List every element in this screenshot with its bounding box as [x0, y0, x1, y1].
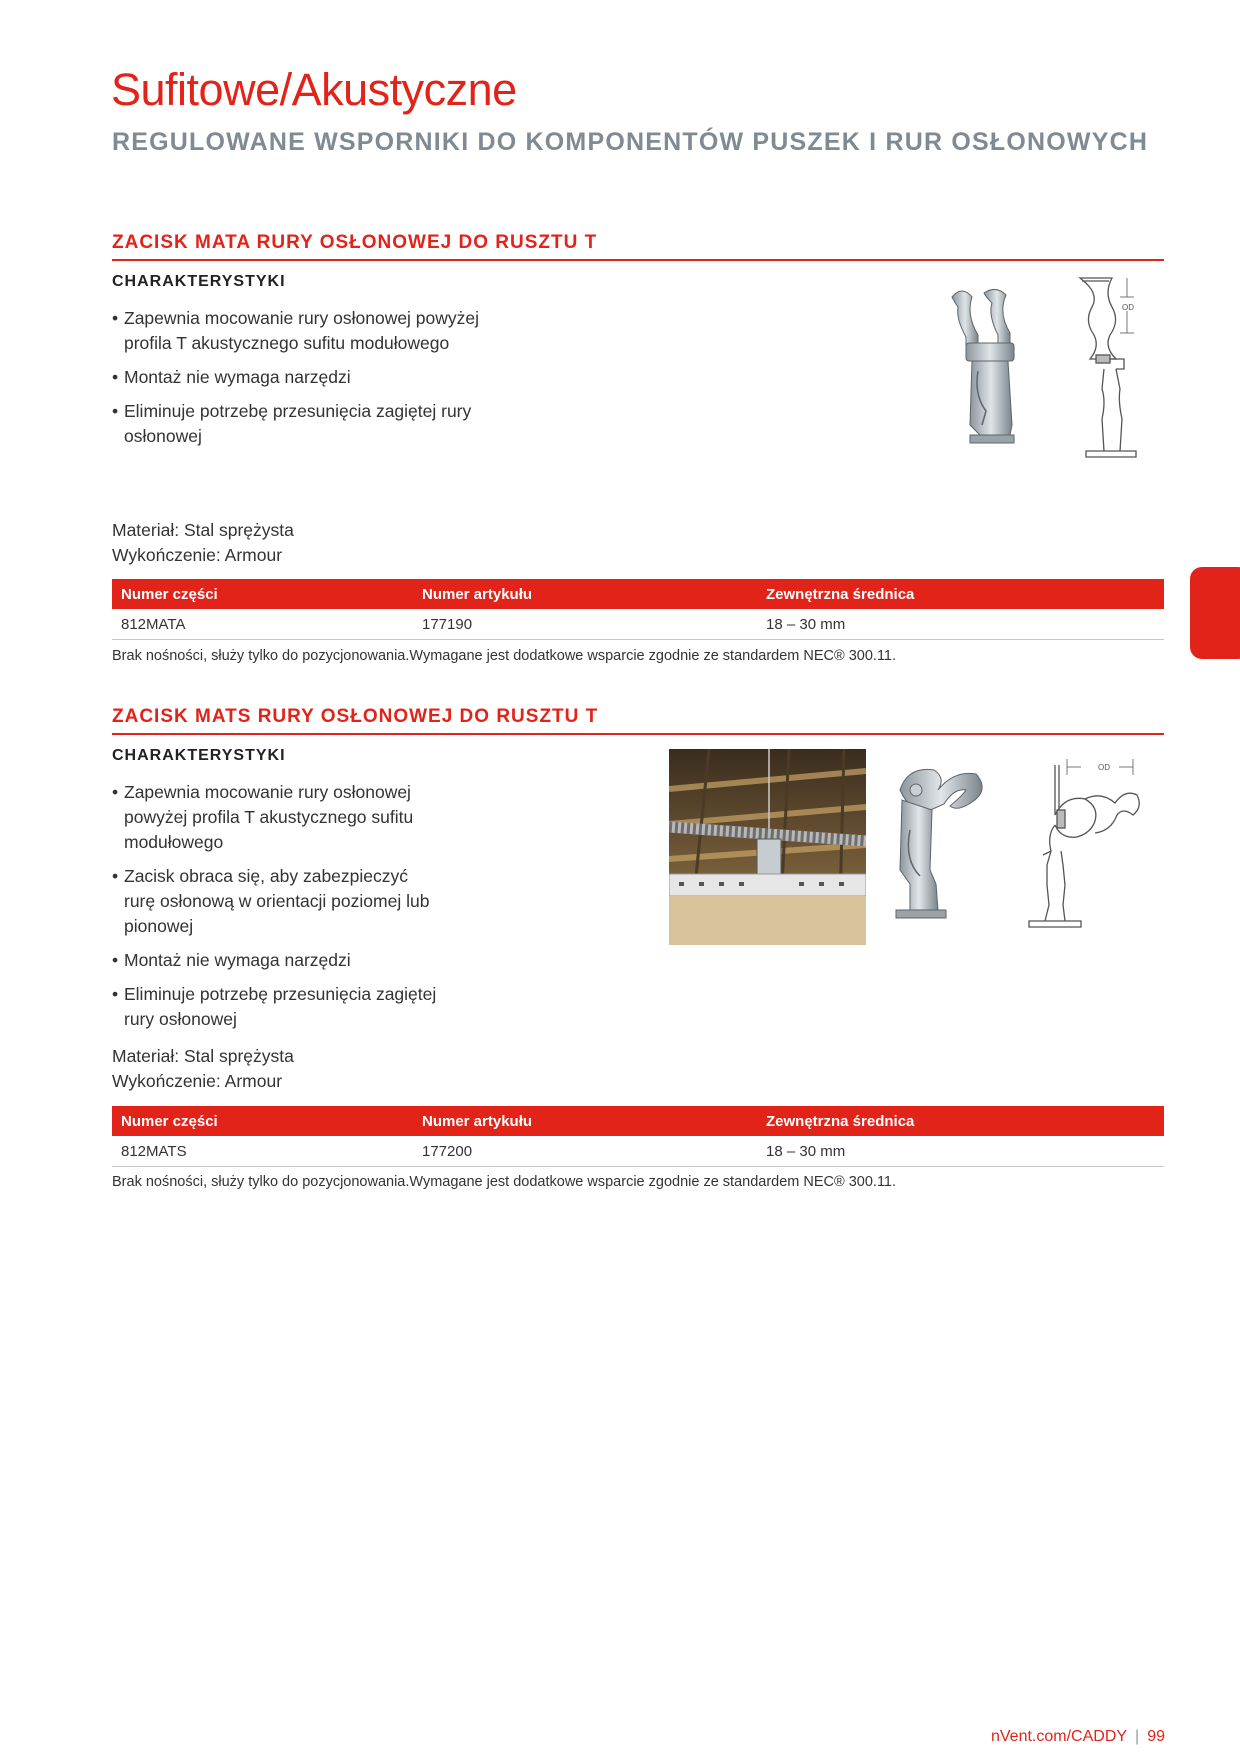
feature-item: • Zapewnia mocowanie rury osłonowej powyżej profila T akustycznego sufitu modułowego [112, 308, 480, 353]
mats-installation-photo [669, 749, 866, 945]
section-divider [112, 259, 1164, 261]
section-title: ZACISK MATA RURY OSŁONOWEJ DO RUSZTU T [112, 232, 598, 253]
spec-table [112, 579, 1164, 640]
header-part-number: Numer części [121, 586, 218, 603]
section-divider [112, 733, 1164, 735]
feature-item: • Montaż nie wymaga narzędzi [112, 367, 351, 387]
mats-clip-photo [880, 760, 990, 930]
page-subtitle: REGULOWANE WSPORNIKI DO KOMPONENTÓW PUSZEK I RUR OSŁONOWYCH [112, 128, 1149, 156]
table-note: Brak nośności, służy tylko do pozycjonowania.Wymagane jest dodatkowe wsparcie zgodnie ze standardem NEC® 300.11. [112, 1174, 897, 1190]
od-label: OD [1098, 763, 1110, 772]
side-tab-marker [1190, 567, 1240, 659]
od-label: OD [1122, 303, 1134, 312]
feature-item: • Zacisk obraca się, aby zabezpieczyć rurę osłonową w orientacji poziomej lub pionowej [112, 866, 430, 936]
table-header [112, 579, 1164, 609]
section-title: ZACISK MATS RURY OSŁONOWEJ DO RUSZTU T [112, 706, 599, 727]
header-article-number: Numer artykułu [422, 1113, 533, 1130]
header-outer-diameter: Zewnętrzna średnica [766, 1113, 915, 1130]
table-note: Brak nośności, służy tylko do pozycjonowania.Wymagane jest dodatkowe wsparcie zgodnie ze standardem NEC® 300.11. [112, 648, 897, 664]
material-text: Materiał: Stal sprężysta [112, 1046, 294, 1066]
features-label: CHARAKTERYSTYKI [112, 747, 286, 764]
mata-dimension-diagram [1060, 273, 1160, 473]
spec-table [112, 1106, 1164, 1167]
page-number: 99 [1147, 1728, 1165, 1745]
header-outer-diameter: Zewnętrzna średnica [766, 586, 915, 603]
features-list [112, 306, 492, 458]
header-article-number: Numer artykułu [422, 586, 533, 603]
page-footer [991, 1728, 1165, 1746]
header-part-number: Numer części [121, 1113, 218, 1130]
feature-item: • Montaż nie wymaga narzędzi [112, 950, 351, 970]
feature-item: • Zapewnia mocowanie rury osłonowej powyżej profila T akustycznego sufitu modułowego [112, 782, 414, 852]
finish-text: Wykończenie: Armour [112, 545, 283, 565]
features-list [112, 780, 442, 1041]
feature-item: • Eliminuje potrzebę przesunięcia zagiętej rury osłonowej [112, 401, 472, 446]
footer-separator: | [1135, 1728, 1140, 1745]
mata-clip-photo [940, 285, 1040, 455]
features-label: CHARAKTERYSTYKI [112, 273, 286, 290]
table-row: 812MATS 177200 18 – 30 mm [112, 1136, 1164, 1167]
finish-text: Wykończenie: Armour [112, 1071, 283, 1091]
table-row: 812MATA 177190 18 – 30 mm [112, 609, 1164, 640]
feature-item: • Eliminuje potrzebę przesunięcia zagiętej rury osłonowej [112, 984, 437, 1029]
table-header [112, 1106, 1164, 1136]
material-text: Materiał: Stal sprężysta [112, 520, 294, 540]
mats-dimension-diagram [1025, 755, 1150, 945]
page-title: Sufitowe/Akustyczne [111, 64, 517, 115]
footer-url[interactable]: nVent.com/CADDY [990, 1728, 1128, 1745]
